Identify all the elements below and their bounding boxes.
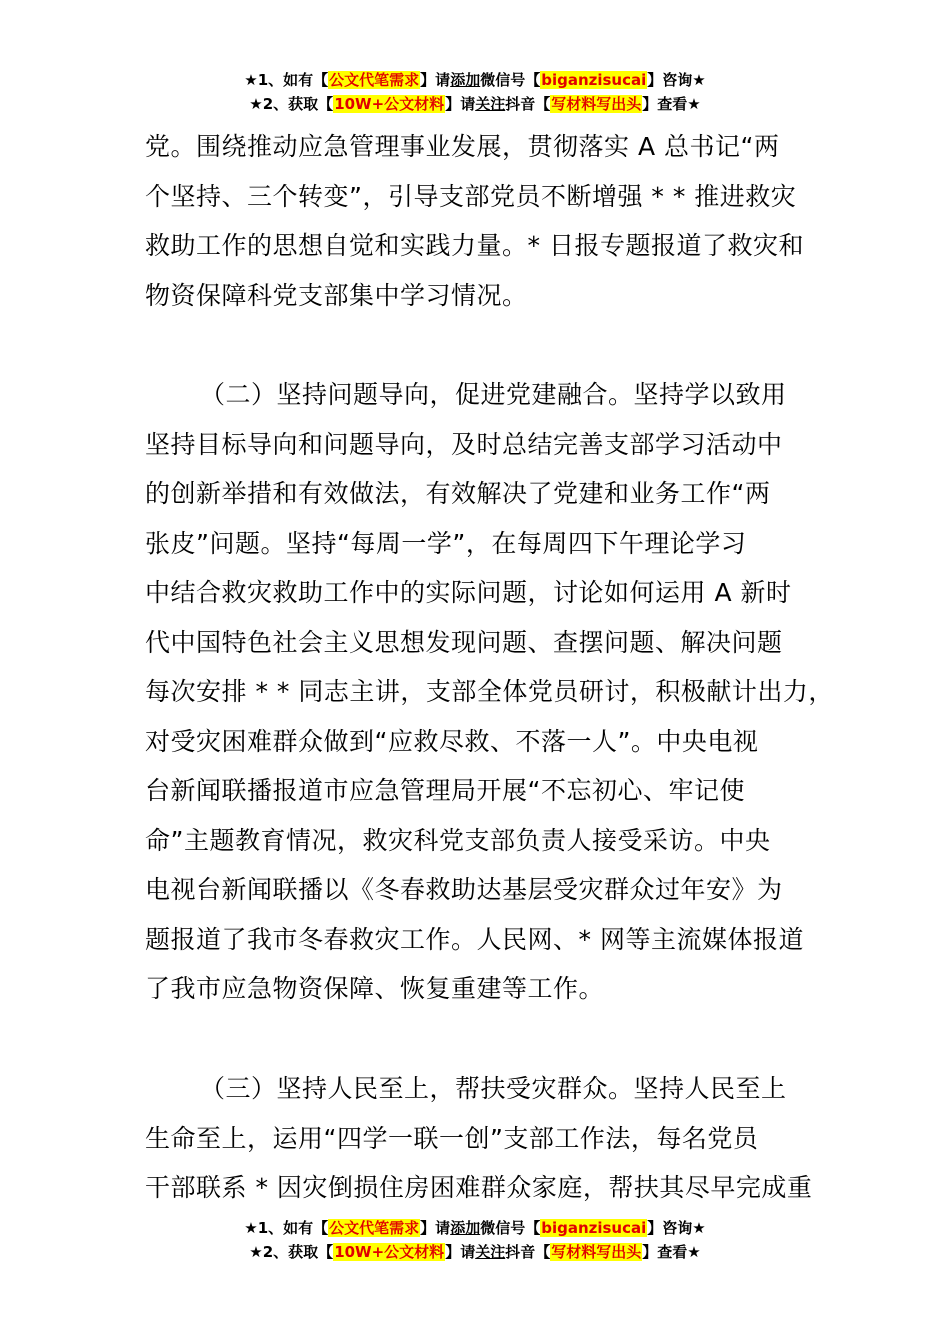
banner-text: ★2、获取【 — [249, 95, 334, 113]
banner-line-2 — [0, 1240, 950, 1264]
header-banner — [0, 68, 950, 116]
banner-line-2 — [0, 92, 950, 116]
banner-text: ★2、获取【 — [249, 1243, 334, 1261]
banner-text: 】请 — [445, 95, 476, 113]
paragraph-line: 电视台新闻联播以《冬春救助达基层受灾群众过年安》为 — [145, 875, 783, 904]
paragraph-line: 命”主题教育情况，救灾科党支部负责人接受采访。中央 — [145, 825, 771, 855]
footer-banner — [0, 1216, 950, 1264]
paragraph-line: 党。围绕推动应急管理事业发展，贯彻落实 A 总书记“两 — [145, 132, 780, 161]
banner-text: ★1、如有【 — [244, 71, 329, 89]
banner-highlight: biganzisucai — [541, 1219, 647, 1237]
paragraph-line: 干部联系 * 因灾倒损住房困难群众家庭，帮扶其尽早完成重 — [145, 1173, 813, 1202]
banner-underlined: 关注 — [475, 95, 506, 113]
paragraph-line: 张皮”问题。坚持“每周一学”，在每周四下午理论学习 — [145, 528, 747, 558]
banner-highlight: 10W+公文材料 — [334, 1243, 445, 1261]
banner-line-1 — [0, 1216, 950, 1240]
banner-text: 微信号【 — [480, 71, 541, 89]
banner-highlight: 写材料写出头 — [551, 95, 642, 113]
paragraph-line: 了我市应急物资保障、恢复重建等工作。 — [145, 974, 605, 1003]
paragraph-line: 个坚持、三个转变”，引导支部党员不断增强 * * 推进救灾 — [145, 181, 797, 211]
banner-text: 】请 — [420, 71, 451, 89]
banner-underlined: 关注 — [475, 1243, 506, 1261]
paragraph-1 — [145, 122, 835, 320]
banner-text: 抖音【 — [505, 1243, 551, 1261]
banner-highlight: 公文代笔需求 — [329, 1219, 420, 1237]
paragraph-line: 物资保障科党支部集中学习情况。 — [145, 280, 528, 310]
paragraph-line: 代中国特色社会主义思想发现问题、查摆问题、解决问题 — [145, 627, 783, 657]
paragraph-line: 题报道了我市冬春救灾工作。人民网、* 网等主流媒体报道 — [145, 924, 804, 954]
paragraph-line: （二）坚持问题导向，促进党建融合。坚持学以致用 — [200, 380, 787, 409]
paragraph-line: 台新闻联播报道市应急管理局开展“不忘初心、牢记使 — [145, 776, 745, 805]
banner-underlined: 添加 — [450, 71, 481, 89]
banner-text: ★1、如有【 — [244, 1219, 329, 1237]
paragraph-line: 每次安排 * * 同志主讲，支部全体党员研讨，积极献计出力， — [145, 677, 834, 706]
banner-underlined: 添加 — [450, 1219, 481, 1237]
banner-highlight: 10W+公文材料 — [334, 95, 445, 113]
banner-highlight: 写材料写出头 — [551, 1243, 642, 1261]
banner-text: 】请 — [445, 1243, 476, 1261]
paragraph-line: 对受灾困难群众做到“应救尽救、不落一人”。中央电视 — [145, 726, 759, 756]
banner-line-1 — [0, 68, 950, 92]
paragraph-line: 的创新举措和有效做法，有效解决了党建和业务工作“两 — [145, 479, 771, 508]
banner-text: 】查看★ — [642, 95, 701, 113]
banner-text: 】咨询★ — [647, 71, 706, 89]
paragraph-line: （三）坚持人民至上，帮扶受灾群众。坚持人民至上 — [200, 1074, 787, 1103]
paragraph-line: 坚持目标导向和问题导向，及时总结完善支部学习活动中 — [145, 429, 783, 459]
banner-text: 微信号【 — [480, 1219, 541, 1237]
banner-highlight: 公文代笔需求 — [329, 71, 420, 89]
banner-highlight: biganzisucai — [541, 71, 647, 89]
paragraph-2 — [145, 370, 835, 1014]
banner-text: 】查看★ — [642, 1243, 701, 1261]
banner-text: 】请 — [420, 1219, 451, 1237]
paragraph-line: 中结合救灾救助工作中的实际问题，讨论如何运用 A 新时 — [145, 578, 792, 607]
paragraph-line: 救助工作的思想自觉和实践力量。* 日报专题报道了救灾和 — [145, 231, 804, 260]
banner-text: 抖音【 — [505, 95, 551, 113]
paragraph-3 — [145, 1064, 835, 1213]
banner-text: 】咨询★ — [647, 1219, 706, 1237]
paragraph-line: 生命至上，运用“四学一联一创”支部工作法，每名党员 — [145, 1123, 759, 1153]
